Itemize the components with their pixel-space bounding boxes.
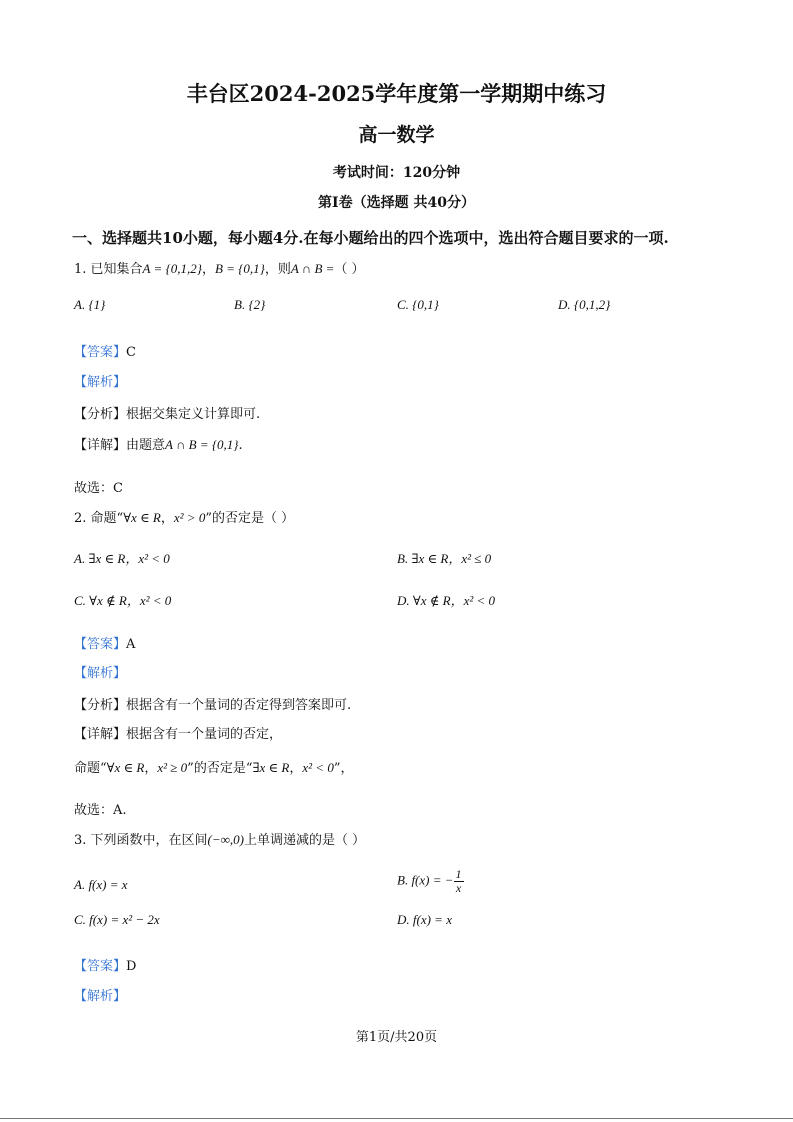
q1-option-c: C. {0,1} <box>397 297 439 312</box>
q2-line-m2: x² ≥ 0 <box>157 760 188 775</box>
q3-option-b-lead: B. f(x) = − <box>397 872 454 888</box>
q2-math1: ∀x ∈ R <box>123 510 161 525</box>
q3-option-c: C. f(x) = x² − 2x <box>74 912 160 927</box>
q2-detail-text: 根据含有一个量词的否定， <box>126 727 283 742</box>
q1-option-a: A. {1} <box>74 297 106 312</box>
q1-option-d: D. {0,1,2} <box>558 297 611 312</box>
q1-choose <box>74 477 123 496</box>
q3-answer-value: D <box>126 959 137 974</box>
q3-answer <box>74 955 136 974</box>
q2-choose-value: A. <box>113 803 127 818</box>
q2-line-m3: ∃x ∈ R <box>252 760 290 775</box>
detail-tag: 【详解】 <box>74 438 127 453</box>
q1-set-a: A = {0,1,2} <box>142 261 202 276</box>
subject-title: 高一数学 <box>358 124 435 146</box>
detail-tag: 【详解】 <box>74 727 127 742</box>
section-heading: 一、选择题共10小题，每小题4分.在每小题给出的四个选项中，选出符合题目要求的一项. <box>72 229 669 247</box>
q1-prefix: 1. 已知集合 <box>74 262 143 277</box>
q2-answer-value: A <box>126 637 136 652</box>
question-3-stem <box>74 829 365 848</box>
q2-line-prefix: 命题“ <box>74 761 107 776</box>
q2-line-c2: ， <box>289 761 303 776</box>
page-footer: 第1页/共20页 <box>355 1030 438 1045</box>
q2-line-mid: ”的否定是“ <box>187 761 253 776</box>
answer-tag: 【答案】 <box>74 637 127 652</box>
q3-interval: (−∞,0) <box>207 832 244 847</box>
q2-option-c: C. ∀x ∉ R，x² < 0 <box>74 593 172 608</box>
page-bottom-rule <box>0 1118 793 1119</box>
q2-choose <box>74 799 127 818</box>
q2-fenxi <box>74 694 351 713</box>
q1-detail <box>74 434 243 453</box>
q3-prefix: 3. 下列函数中，在区间 <box>74 833 208 848</box>
q1-detail-suffix: . <box>238 438 243 453</box>
q1-detail-math: A ∩ B = {0,1} <box>165 437 239 452</box>
q1-sep1: ， <box>201 262 215 277</box>
q2-line-m4: x² < 0 <box>302 760 334 775</box>
exam-time: 考试时间：120分钟 <box>332 165 461 181</box>
q1-analysis-tag: 【解析】 <box>74 375 127 390</box>
q2-comma: ， <box>160 511 174 526</box>
q1-choose-value: C <box>113 481 123 496</box>
q2-math2: x² > 0 <box>173 510 206 525</box>
q3-analysis-tag: 【解析】 <box>74 989 127 1004</box>
q1-expr: A ∩ B = <box>290 261 335 276</box>
q1-sep2: ，则 <box>264 262 291 277</box>
q3-option-d: D. f(x) = x <box>397 912 452 927</box>
choose-tag: 故选： <box>74 481 114 496</box>
answer-tag: 【答案】 <box>74 959 127 974</box>
q1-blank: （ ） <box>334 262 365 277</box>
q2-line-m1: ∀x ∈ R <box>106 760 145 775</box>
q2-answer <box>74 633 135 652</box>
q1-fenxi <box>74 403 260 422</box>
q2-detail-line <box>74 757 353 776</box>
q2-analysis-tag: 【解析】 <box>74 666 127 681</box>
q2-line-end: ”， <box>333 761 354 776</box>
answer-tag: 【答案】 <box>74 345 127 360</box>
q2-line-c1: ， <box>144 761 158 776</box>
q1-set-b: B = {0,1} <box>214 261 265 276</box>
question-1-stem <box>74 258 365 277</box>
q1-option-b: B. {2} <box>234 297 266 312</box>
q2-option-a: A. ∃x ∈ R，x² < 0 <box>74 551 170 566</box>
choose-tag: 故选： <box>74 803 114 818</box>
document-title: 丰台区2024-2025学年度第一学期期中练习 <box>186 81 607 106</box>
q2-option-b: B. ∃x ∈ R，x² ≤ 0 <box>397 551 492 566</box>
fenxi-tag: 【分析】 <box>74 407 127 422</box>
q3-option-b-denominator: x <box>455 881 462 895</box>
q2-fenxi-text: 根据含有一个量词的否定得到答案即可. <box>126 698 352 713</box>
question-2-stem <box>74 507 294 526</box>
q3-option-b-fraction <box>454 868 464 895</box>
q3-option-a: A. f(x) = x <box>74 877 128 892</box>
q2-detail <box>74 723 282 742</box>
q2-suffix: ”的否定是（ ） <box>205 511 295 526</box>
q1-detail-prefix: 由题意 <box>126 438 166 453</box>
q3-option-b-numerator: 1 <box>455 867 462 881</box>
q1-fenxi-text: 根据交集定义计算即可. <box>126 407 261 422</box>
q2-prefix: 2. 命题“ <box>74 511 124 526</box>
q3-option-b <box>397 868 464 895</box>
fenxi-tag: 【分析】 <box>74 698 127 713</box>
q1-answer-value: C <box>126 345 136 360</box>
volume-heading: 第I卷（选择题 共40分） <box>318 195 475 211</box>
q1-answer <box>74 341 136 360</box>
q2-option-d: D. ∀x ∉ R，x² < 0 <box>397 593 496 608</box>
q3-suffix: 上单调递减的是（ ） <box>244 833 366 848</box>
